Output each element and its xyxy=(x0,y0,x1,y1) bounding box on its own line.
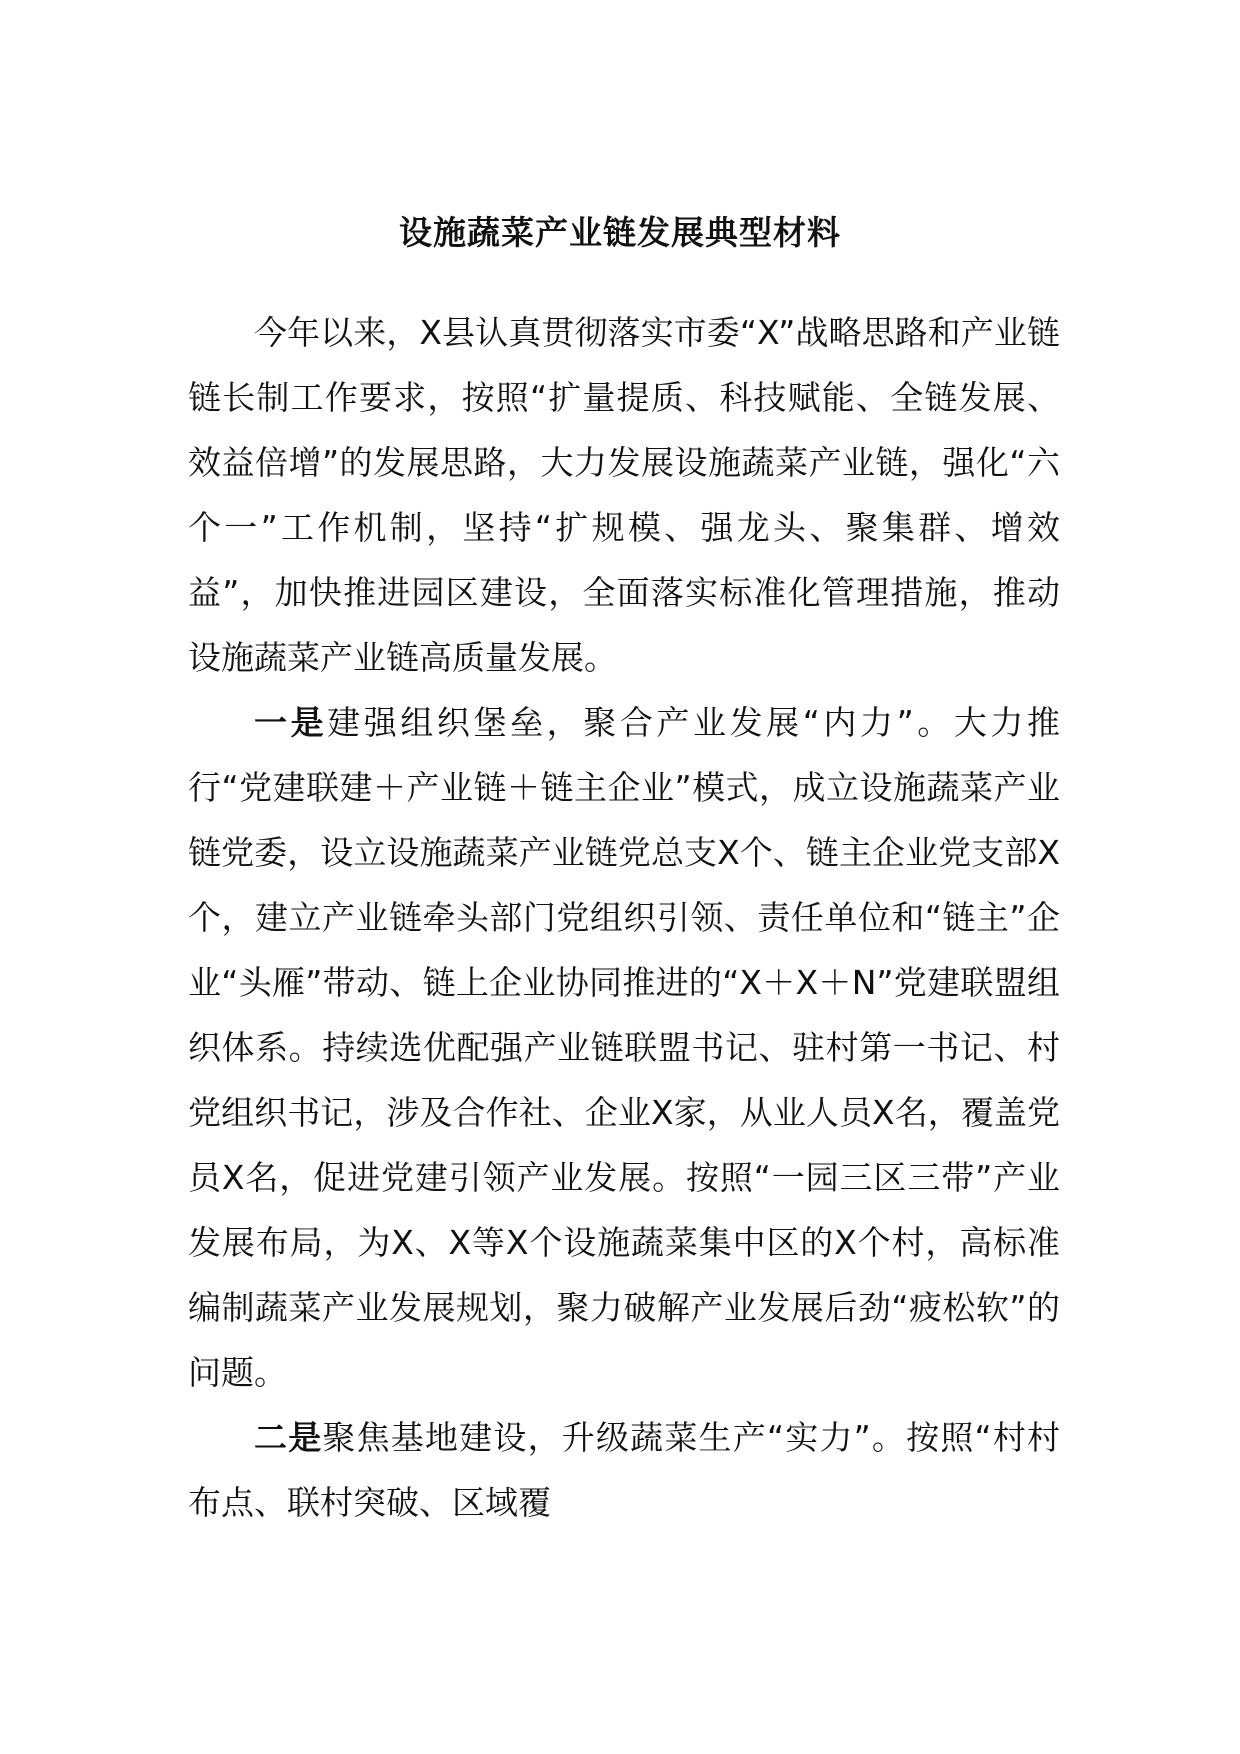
paragraph-text: 聚焦基地建设，升级蔬菜生产“实力”。按照“村村布点、联村突破、区域覆 xyxy=(188,1418,1061,1522)
paragraph-point-one xyxy=(188,690,1060,1405)
paragraph-lead: 一是 xyxy=(254,703,328,742)
paragraph-lead: 二是 xyxy=(254,1418,323,1457)
document-title: 设施蔬菜产业链发展典型材料 xyxy=(399,213,841,252)
document-body xyxy=(188,300,1060,1535)
paragraph-text: 今年以来，X县认真贯彻落实市委“X”战略思路和产业链链长制工作要求，按照“扩量提质、科技赋能、全链发展、效益倍增”的发展思路，大力发展设施蔬菜产业链，强化“六个一”工作机制，坚持“扩规模、强龙头、聚集群、增效益”，加快推进园区建设，全面落实标准化管理措施，推动设施蔬菜产业链高质量发展。 xyxy=(188,313,1060,677)
paragraph-intro xyxy=(188,300,1060,690)
paragraph-point-two xyxy=(188,1405,1060,1535)
paragraph-text: 建强组织堡垒，聚合产业发展“内力”。大力推行“党建联建＋产业链＋链主企业”模式，成立设施蔬菜产业链党委，设立设施蔬菜产业链党总支X个、链主企业党支部X个，建立产业链牵头部门党组织引领、责任单位和“链主”企业“头雁”带动、链上企业协同推进的“X＋X＋N”党建联盟组织体系。持续选优配强产业链联盟书记、驻村第一书记、村党组织书记，涉及合作社、企业X家，从业人员X名，覆盖党员X名，促进党建引领产业发展。按照“一园三区三带”产业发展布局，为X、X等X个设施蔬菜集中区的X个村，高标准编制蔬菜产业发展规划，聚力破解产业发展后劲“疲松软”的问题。 xyxy=(188,703,1060,1392)
